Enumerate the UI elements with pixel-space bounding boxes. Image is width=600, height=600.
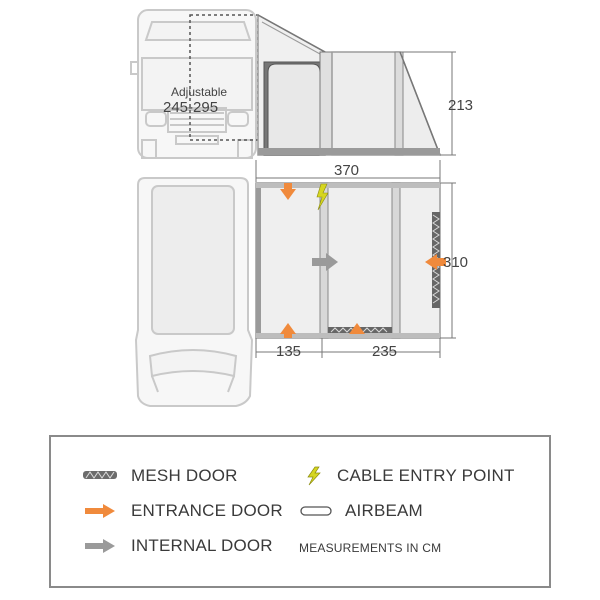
mesh-door-icon xyxy=(81,466,121,486)
grey-arrow-icon xyxy=(81,536,121,556)
airbeam-icon xyxy=(299,501,335,521)
measurements-note: MEASUREMENTS IN CM xyxy=(299,541,442,555)
legend-item-cable-entry xyxy=(301,466,515,486)
front-view xyxy=(131,10,473,158)
legend-item-entrance-door xyxy=(81,501,283,521)
adjustable-range: 245-295 xyxy=(163,99,219,116)
lightning-bolt-icon xyxy=(301,466,327,486)
orange-arrow-icon xyxy=(81,501,121,521)
height-label: 213 xyxy=(448,97,474,114)
legend xyxy=(49,435,551,588)
legend-item-internal-door xyxy=(81,536,273,556)
legend-item-mesh-door xyxy=(81,466,238,486)
awning-front-profile xyxy=(258,15,440,155)
mesh-door-label: MESH DOOR xyxy=(131,466,238,485)
depth-label: 310 xyxy=(443,254,469,271)
legend-item-measurements-note xyxy=(299,541,441,555)
van-front-outline xyxy=(131,10,263,158)
awning-plan xyxy=(256,183,440,338)
adjustable-label: Adjustable xyxy=(171,85,228,99)
airbeam-label: AIRBEAM xyxy=(345,501,423,520)
legend-item-airbeam xyxy=(299,501,423,521)
van-top-outline xyxy=(136,178,252,406)
right-section-label: 235 xyxy=(372,343,398,360)
entrance-door-label: ENTRANCE DOOR xyxy=(131,501,283,520)
left-section-label: 135 xyxy=(276,343,302,360)
plan-view xyxy=(136,160,468,406)
cable-entry-label: CABLE ENTRY POINT xyxy=(337,466,515,485)
width-label: 370 xyxy=(334,162,360,179)
internal-door-label: INTERNAL DOOR xyxy=(131,536,273,555)
